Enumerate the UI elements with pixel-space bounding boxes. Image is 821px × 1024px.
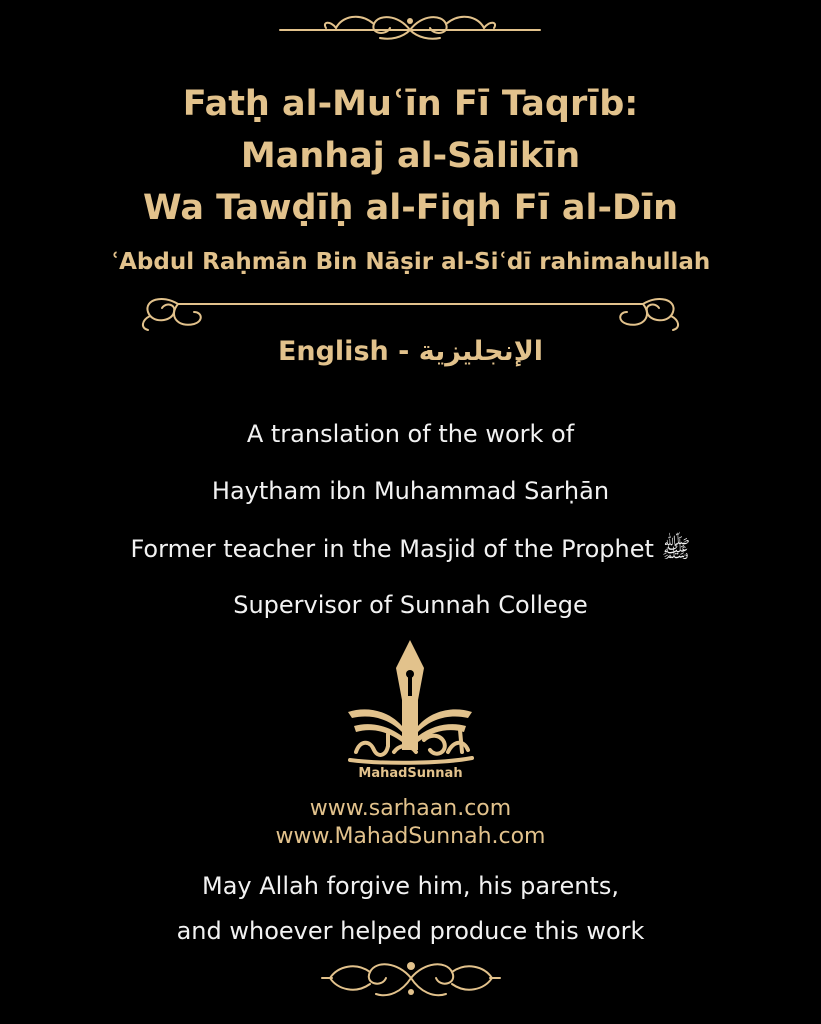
title-line-2: Manhaj al-Sālikīn (240, 136, 581, 176)
dua-line-1: May Allah forgive him, his parents, (202, 872, 619, 900)
top-ornament-icon (270, 8, 550, 44)
title-line-1: Fatḥ al-Muʿīn Fī Taqrīb: (182, 84, 639, 124)
title-line-3: Wa Tawḍīḥ al-Fiqh Fī al-Dīn (142, 188, 679, 228)
bottom-ornament-icon (318, 952, 504, 1004)
author-name: ʿAbdul Raḥmān Bin Nāṣir al-Siʿdī rahimahullah (110, 249, 711, 275)
divider-ornament-icon (138, 290, 683, 334)
website-link-mahadsunnah[interactable]: www.MahadSunnah.com (275, 824, 546, 849)
translator-name: Haytham ibn Muhammad Sarḥān (211, 477, 610, 505)
translation-line-1: A translation of the work of (246, 420, 575, 448)
website-link-sarhaan[interactable]: www.sarhaan.com (309, 796, 512, 821)
logo-caption: MahadSunnah (358, 766, 463, 781)
mahadsunnah-logo-icon (340, 640, 480, 768)
translator-title-1: Former teacher in the Masjid of the Prophet ﷺ (130, 535, 691, 563)
translator-title-2: Supervisor of Sunnah College (233, 591, 588, 619)
dua-line-2: and whoever helped produce this work (176, 917, 645, 945)
language-label: English - الإنجليزية (277, 336, 544, 367)
